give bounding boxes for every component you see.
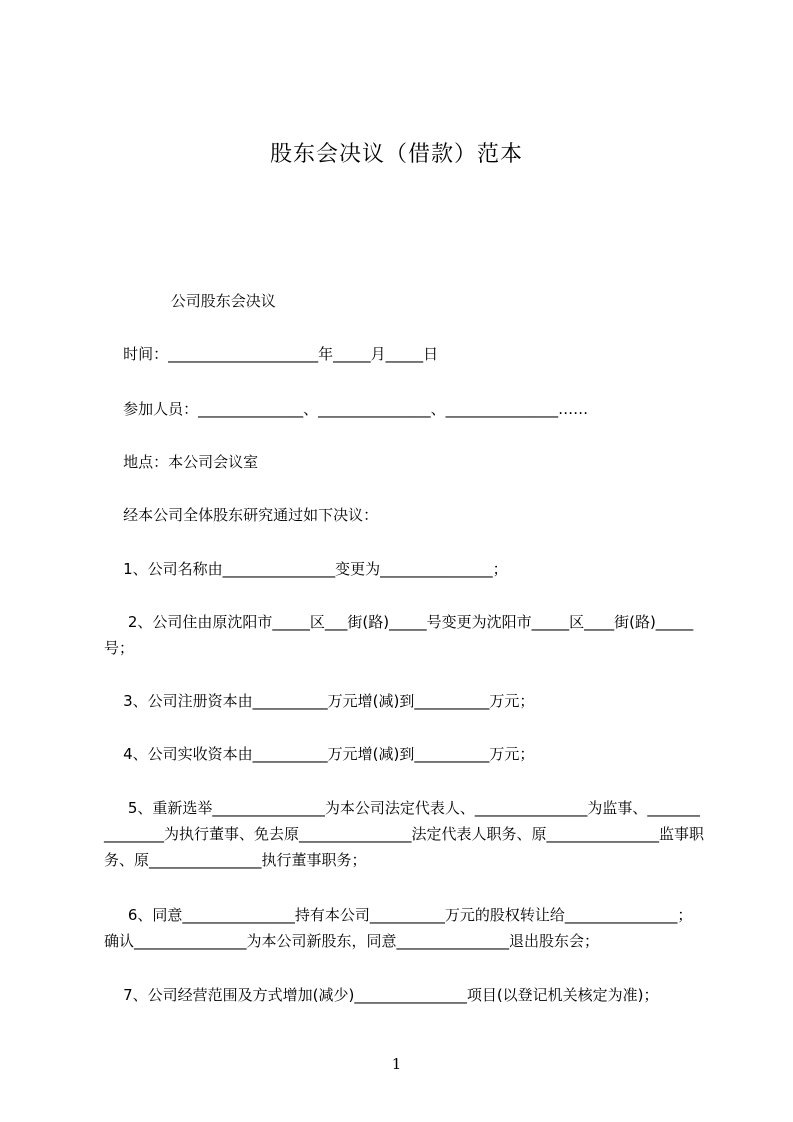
resolution-item-5: 5、重新选举_______________为本公司法定代表人、_______________为监事、_______________为执行董事、免去原_______________法定代表人职务、原_______________监事职务、原_______________执行董事职务； (104, 799, 705, 869)
resolution-item-4: 4、公司实收资本由__________万元增(减)到__________万元； (104, 745, 535, 763)
document-title: 股东会决议（借款）范本 (269, 142, 523, 167)
page-number: 1 (391, 1055, 402, 1073)
location-line: 地点：本公司会议室 (104, 453, 259, 471)
resolution-intro-line: 经本公司全体股东研究通过如下决议： (104, 506, 379, 524)
resolution-item-2: 2、公司住由原沈阳市_____区___街(路)_____号变更为沈阳市_____区____街(路)_____号； (104, 613, 694, 657)
resolution-item-6: 6、同意_______________持有本公司__________万元的股权转让给_______________；确认_______________为本公司新股东，同意_______________退出股东会； (104, 906, 693, 950)
attendees-line: 参加人员：______________、_______________、_______________…… (104, 400, 589, 418)
resolution-item-1: 1、公司名称由_______________变更为_______________； (104, 560, 508, 578)
meeting-time-line: 时间：____________________年_____月_____日 (104, 345, 439, 363)
resolution-item-3: 3、公司注册资本由__________万元增(减)到__________万元； (104, 692, 535, 710)
company-resolution-heading: 公司股东会决议 (104, 292, 276, 310)
resolution-item-7: 7、公司经营范围及方式增加(减少)_______________项目(以登记机关核定为准)； (104, 986, 659, 1004)
